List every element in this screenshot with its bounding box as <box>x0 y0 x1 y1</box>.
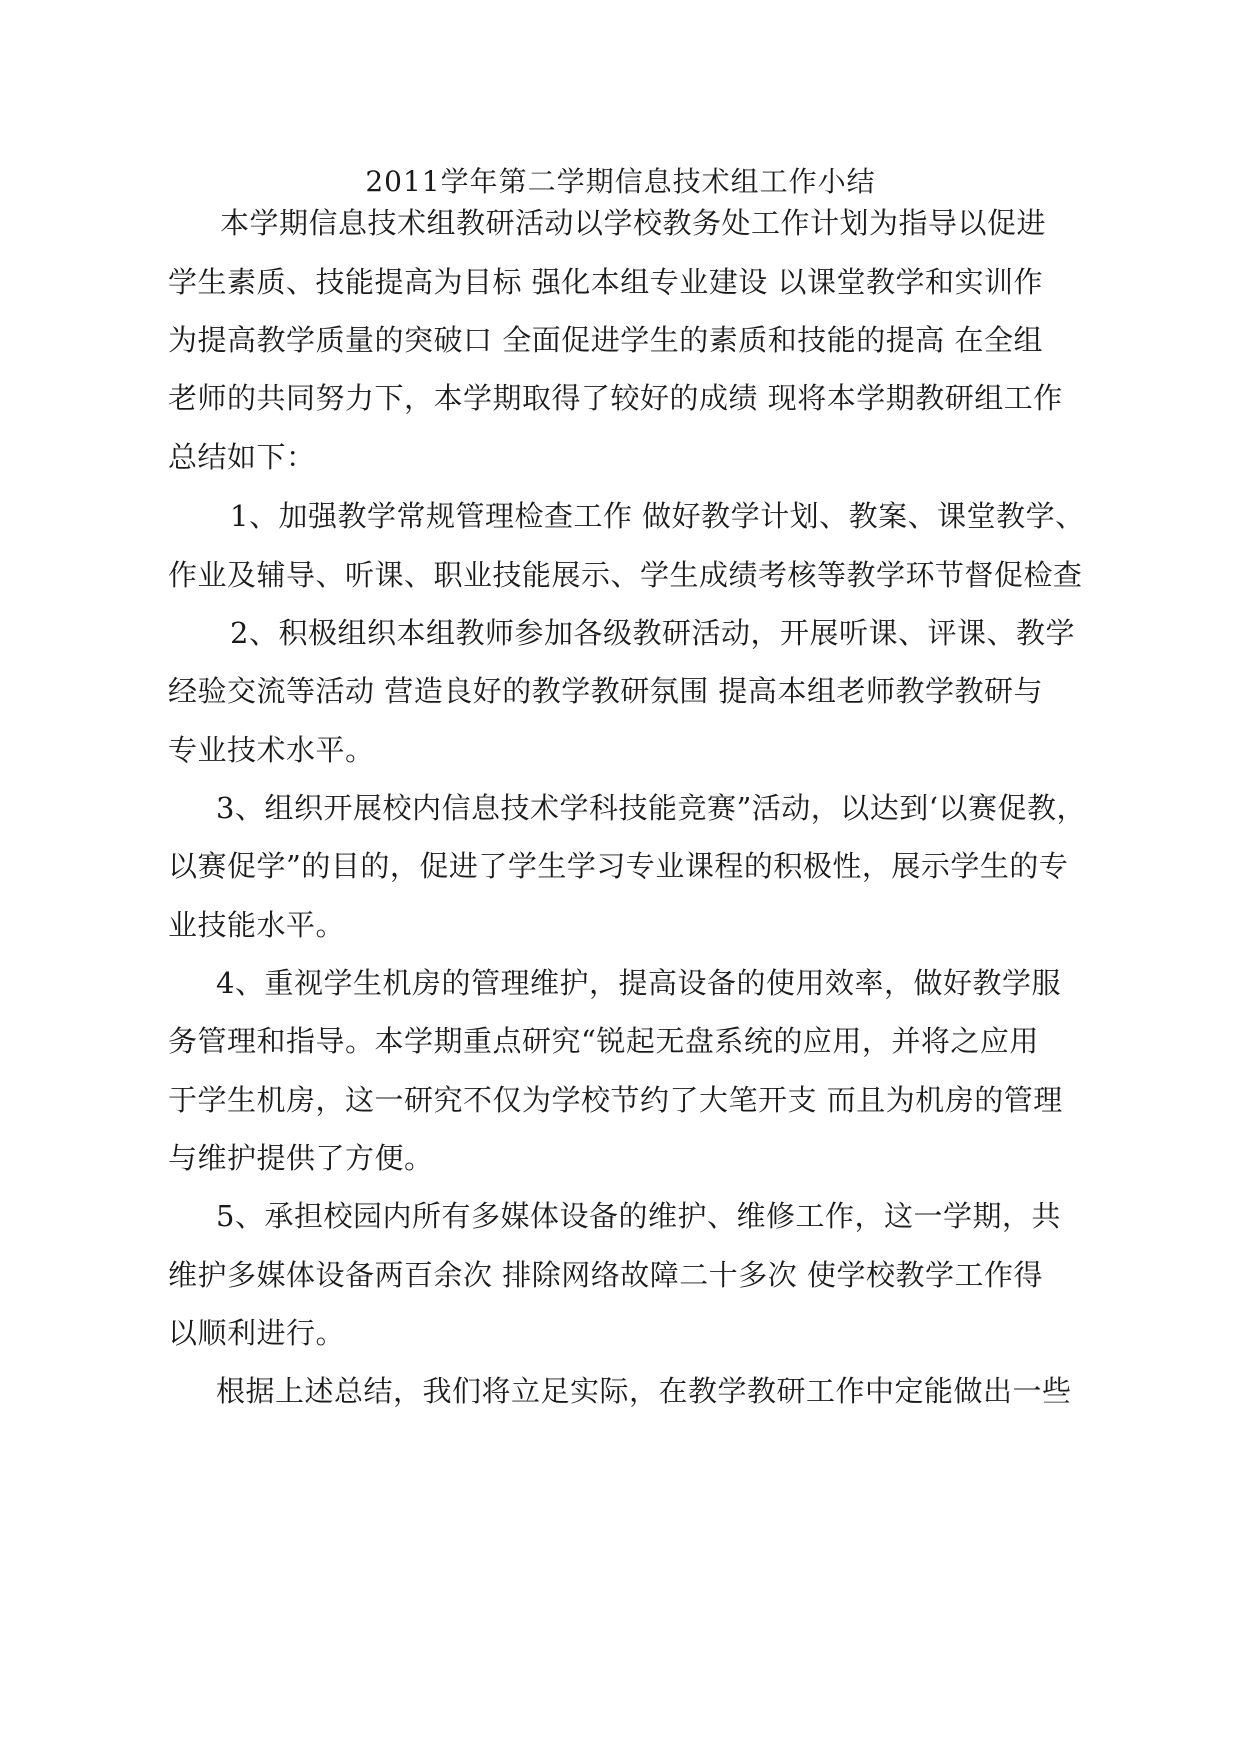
text-line: 业技能水平。 <box>168 908 346 942</box>
text-line: 务管理和指导。本学期重点研究“锐起无盘系统的应用，并将之应用 <box>168 1024 1039 1058</box>
text-line: 与维护提供了方便。 <box>168 1141 434 1175</box>
text-line: 2、积极组织本组教师参加各级教研活动，开展听课、评课、教学 <box>230 616 1075 650</box>
text-line: 根据上述总结，我们将立足实际，在教学教研工作中定能做出一些 <box>216 1374 1072 1408</box>
text-line: 1、加强教学常规管理检查工作 做好教学计划、教案、课堂教学、 <box>230 499 1085 533</box>
text-line: 专业技术水平。 <box>168 733 375 767</box>
text-line: 4、重视学生机房的管理维护，提高设备的使用效率，做好教学服 <box>216 966 1061 1000</box>
text-line: 学生素质、技能提高为目标 强化本组专业建设 以课堂教学和实训作 <box>168 265 1043 299</box>
text-line: 本学期信息技术组教研活动以学校教务处工作计划为指导以促进 <box>220 206 1047 240</box>
text-line: 以顺利进行。 <box>168 1316 346 1350</box>
text-line: 维护多媒体设备两百余次 排除网络故障二十多次 使学校教学工作得 <box>168 1258 1043 1292</box>
text-line: 3、组织开展校内信息技术学科技能竞赛”活动，以达到‘以赛促教， <box>216 791 1086 825</box>
text-line: 于学生机房，这一研究不仅为学校节约了大笔开支 而且为机房的管理 <box>168 1083 1063 1117</box>
text-line: 5、承担校园内所有多媒体设备的维护、维修工作，这一学期，共 <box>216 1199 1061 1233</box>
document-title: 2011学年第二学期信息技术组工作小结 <box>365 165 876 198</box>
text-line: 以赛促学”的目的，促进了学生学习专业课程的积极性，展示学生的专 <box>168 849 1069 883</box>
text-line: 为提高教学质量的突破口 全面促进学生的素质和技能的提高 在全组 <box>168 323 1043 357</box>
text-line: 老师的共同努力下，本学期取得了较好的成绩 现将本学期教研组工作 <box>168 381 1063 415</box>
text-line: 总结如下： <box>168 440 316 474</box>
text-line: 经验交流等活动 营造良好的教学教研氛围 提高本组老师教学教研与 <box>168 674 1043 708</box>
text-line: 作业及辅导、听课、职业技能展示、学生成绩考核等教学环节督促检查 <box>168 558 1083 592</box>
